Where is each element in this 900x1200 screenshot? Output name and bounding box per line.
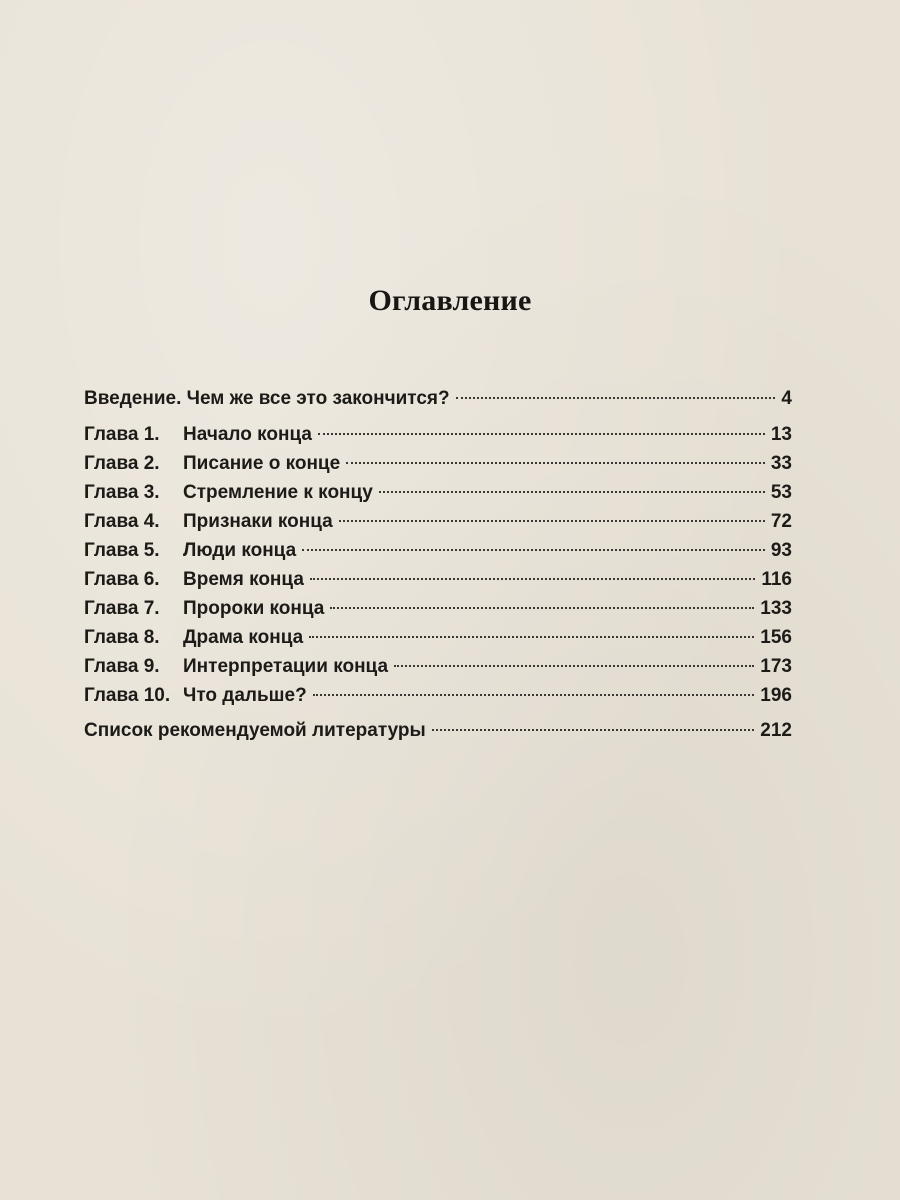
chapter-number: Глава 2. bbox=[84, 453, 160, 474]
toc-entry-title: Список рекомендуемой литературы bbox=[84, 720, 426, 741]
dot-leader bbox=[456, 397, 776, 399]
toc-row-chapter bbox=[84, 507, 792, 536]
toc-entry-title: Введение. Чем же все это закончится? bbox=[84, 388, 450, 409]
toc-row-intro bbox=[84, 384, 792, 413]
dot-leader bbox=[313, 694, 755, 696]
toc-page-number: 212 bbox=[760, 720, 792, 741]
chapter-title: Драма конца bbox=[183, 627, 304, 648]
toc-row-chapter bbox=[84, 420, 792, 449]
chapter-page-number: 116 bbox=[761, 569, 792, 590]
toc-row-chapter bbox=[84, 536, 792, 565]
dot-leader bbox=[394, 665, 754, 667]
chapter-number: Глава 1. bbox=[84, 424, 160, 445]
dot-leader bbox=[379, 491, 765, 493]
dot-leader bbox=[318, 433, 765, 435]
dot-leader bbox=[302, 549, 765, 551]
toc-row-chapter bbox=[84, 594, 792, 623]
chapter-number: Глава 5. bbox=[84, 540, 160, 561]
chapter-number: Глава 3. bbox=[84, 482, 160, 503]
chapter-page-number: 156 bbox=[760, 627, 792, 648]
dot-leader bbox=[346, 462, 765, 464]
chapter-title: Пророки конца bbox=[183, 598, 325, 619]
chapter-title: Признаки конца bbox=[183, 511, 333, 532]
page-title: Оглавление bbox=[368, 284, 532, 317]
chapter-page-number: 13 bbox=[770, 424, 792, 445]
chapter-title: Начало конца bbox=[183, 424, 312, 445]
chapter-title: Время конца bbox=[183, 569, 304, 590]
chapter-title: Писание о конце bbox=[183, 453, 341, 474]
toc-row-chapter bbox=[84, 652, 792, 681]
dot-leader bbox=[432, 729, 755, 731]
toc-chapters bbox=[84, 420, 792, 710]
chapter-page-number: 173 bbox=[760, 656, 792, 677]
chapter-number: Глава 9. bbox=[84, 656, 160, 677]
dot-leader bbox=[330, 607, 754, 609]
chapter-page-number: 72 bbox=[770, 511, 792, 532]
chapter-number: Глава 4. bbox=[84, 511, 160, 532]
chapter-number: Глава 7. bbox=[84, 598, 160, 619]
toc-row-chapter bbox=[84, 565, 792, 594]
chapter-title: Что дальше? bbox=[183, 685, 307, 706]
chapter-number: Глава 8. bbox=[84, 627, 160, 648]
dot-leader bbox=[309, 636, 754, 638]
toc-row-chapter bbox=[84, 623, 792, 652]
chapter-page-number: 33 bbox=[770, 453, 792, 474]
chapter-page-number: 133 bbox=[760, 598, 792, 619]
chapter-page-number: 196 bbox=[760, 685, 792, 706]
toc-row-bibliography bbox=[84, 716, 792, 745]
toc-row-chapter bbox=[84, 681, 792, 710]
chapter-title: Люди конца bbox=[183, 540, 297, 561]
chapter-number: Глава 10. bbox=[84, 685, 171, 706]
toc-bibliography bbox=[84, 716, 792, 745]
chapter-page-number: 53 bbox=[770, 482, 792, 503]
chapter-page-number: 93 bbox=[770, 540, 792, 561]
dot-leader bbox=[339, 520, 765, 522]
chapter-title: Стремление к концу bbox=[183, 482, 373, 503]
dot-leader bbox=[310, 578, 755, 580]
toc-row-chapter bbox=[84, 478, 792, 507]
toc-row-chapter bbox=[84, 449, 792, 478]
chapter-number: Глава 6. bbox=[84, 569, 160, 590]
toc-page-number: 4 bbox=[781, 388, 792, 409]
chapter-title: Интерпретации конца bbox=[183, 656, 389, 677]
toc-intro bbox=[84, 384, 792, 413]
